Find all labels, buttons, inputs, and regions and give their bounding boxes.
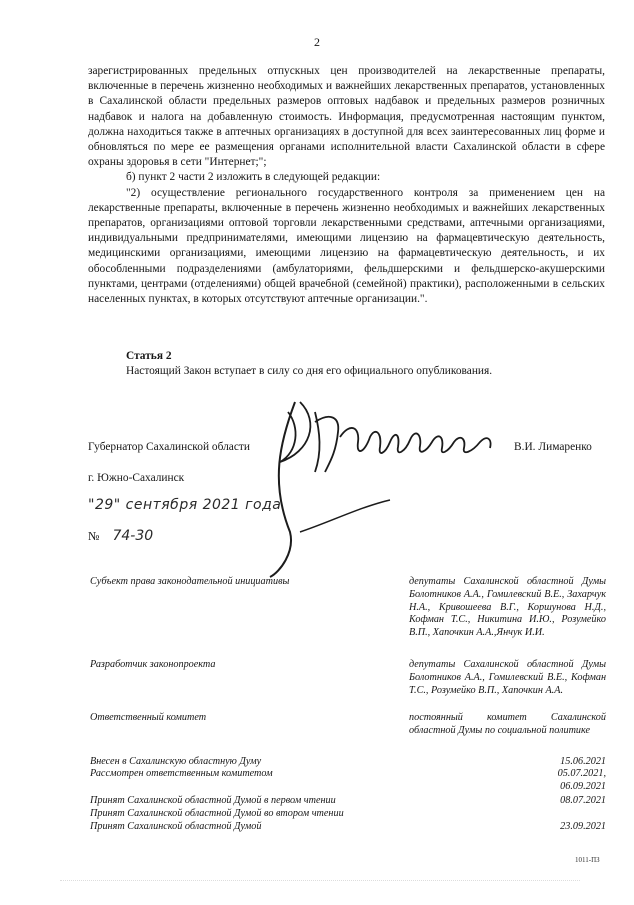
reviewed-label: Рассмотрен ответственным комитетом [90, 768, 273, 779]
article-2 [126, 349, 606, 379]
paragraph-amendment-b: б) пункт 2 части 2 изложить в следующей редакции: [126, 171, 381, 184]
submitted-label: Внесен в Сахалинскую областную Думу [90, 756, 262, 767]
handwritten-date: "29" сентября 2021 года [88, 497, 282, 513]
form-code: 1011-ПЗ [575, 856, 600, 864]
city: г. Южно-Сахалинск [88, 472, 185, 484]
adopted-label: Принят Сахалинской областной Думой [90, 821, 262, 832]
first-reading-date: 08.07.2021 [560, 795, 606, 806]
paragraph-new-wording: "2) осуществление регионального государственного контроля за применением цен на лекарственные препараты, включенные в перечень жизненно необходимых и важнейших лекарственных препаратов, организациями оптовой торговли лекарственными средствами, аптечными организациями, индивидуальными предпринимателями, имеющими лицензию на фармацевтическую деятельность, медицинскими организациями, имеющими лицензию на фармацевтическую деятельность, и их обособленными подразделениями (амбулаториями, фельдшерскими и фельдшерско-акушерскими пунктами, центрами (отделениями) общей врачебной (семейной) практики), расположенными в сельских населенных пунктах, в которых отсутствуют аптечные организации.". [88, 186, 605, 306]
developer-label: Разработчик законопроекта [90, 659, 216, 670]
governor-title: Губернатор Сахалинской области [88, 441, 250, 453]
subject-value: депутаты Сахалинской областной Думы Болотников А.А., Гомилевский В.Е., Захарчук Н.А., Кривошеева В.Г., Коршунова Н.Д., Кофман Т.С., Никитина И.Ю., Розумейко В.П., Хапочкин А.А.,Янчук И.И. [409, 576, 606, 639]
committee-label: Ответственный комитет [90, 712, 207, 723]
governor-name: В.И. Лимаренко [514, 441, 592, 453]
developer-value: депутаты Сахалинской областной Думы Болотников А.А., Гомилевский В.Е., Кофман Т.С., Розумейко В.П., Хапочкин А.А. [409, 659, 606, 696]
reviewed-date-1: 05.07.2021, [557, 768, 606, 779]
number-label: № [88, 529, 100, 543]
law-amendment-text [88, 64, 605, 307]
law-number [88, 528, 153, 544]
second-reading-label: Принят Сахалинской областной Думой во втором чтении [90, 808, 344, 819]
submitted-date: 15.06.2021 [560, 756, 606, 767]
adopted-date: 23.09.2021 [560, 821, 606, 832]
committee-value: постоянный комитет Сахалинской областной Думы по социальной политике [409, 712, 606, 736]
first-reading-label: Принят Сахалинской областной Думой в первом чтении [90, 795, 336, 806]
handwritten-signature [240, 382, 540, 582]
paragraph-price-info: зарегистрированных предельных отпускных цен производителей на лекарственные препараты, включенные в перечень жизненно необходимых и важнейших лекарственных препаратов, установленных в Сахалинской области предельных размеров оптовых надбавок и предельных размеров розничных надбавок и налога на добавленную стоимость. Информация, предусмотренная настоящим пунктом, должна находиться также в аптечных организациях в доступной для всех заинтересованных лиц форме и обновляться по мере ее размещения органами исполнительной власти Сахалинской области в сфере охраны здоровья в сети "Интернет;"; [88, 65, 605, 169]
article-title: Статья 2 [126, 350, 172, 362]
reviewed-date-2: 06.09.2021 [560, 781, 606, 792]
page-number: 2 [314, 35, 320, 49]
scan-artifact-divider [60, 880, 580, 887]
subject-label: Субъект права законодательной инициативы [90, 576, 290, 587]
handwritten-number: 74-30 [112, 528, 154, 544]
article-text: Настоящий Закон вступает в силу со дня его официального опубликования. [126, 365, 493, 378]
